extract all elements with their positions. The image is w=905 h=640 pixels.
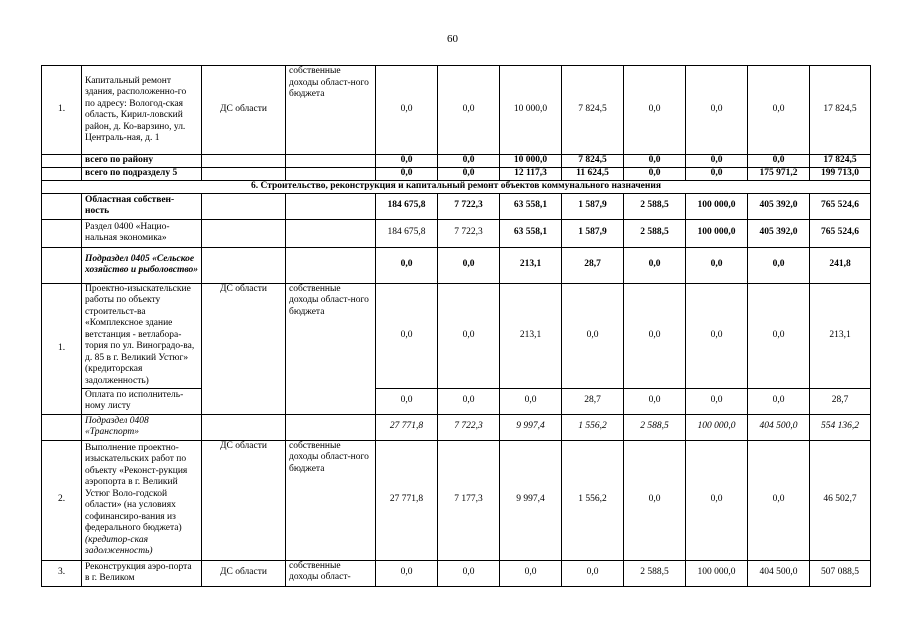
value-cell: 1 556,2 xyxy=(562,414,624,440)
object-name: Реконструкция аэро-порта в г. Великом xyxy=(82,560,202,586)
value-cell: 2 588,5 xyxy=(624,193,686,219)
value-cell: 12 117,3 xyxy=(500,168,562,181)
value-cell: 1 587,9 xyxy=(562,219,624,247)
value-cell: 2 588,5 xyxy=(624,414,686,440)
object-name-note: (кредитор-ская задолженность) xyxy=(85,534,153,556)
value-cell: 0,0 xyxy=(686,388,748,414)
table-row xyxy=(42,193,871,219)
value-cell: 7 824,5 xyxy=(562,66,624,155)
object-name: Оплата по исполнитель-ному листу xyxy=(82,388,202,414)
value-cell: 765 524,6 xyxy=(810,219,871,247)
value-cell: 0,0 xyxy=(376,155,438,168)
value-cell: 100 000,0 xyxy=(686,193,748,219)
value-cell: 0,0 xyxy=(624,388,686,414)
value-cell: 7 722,3 xyxy=(438,219,500,247)
value-cell: 0,0 xyxy=(438,388,500,414)
row-number: 2. xyxy=(42,440,82,560)
value-cell: 213,1 xyxy=(500,283,562,388)
table-row xyxy=(42,388,871,414)
section-label: Раздел 0400 «Нацио-нальная экономика» xyxy=(82,219,202,247)
value-cell: 7 722,3 xyxy=(438,193,500,219)
value-cell: 9 997,4 xyxy=(500,440,562,560)
value-cell: 28,7 xyxy=(810,388,871,414)
value-cell: 184 675,8 xyxy=(376,193,438,219)
table-row xyxy=(42,283,871,388)
subsection-label: Подраздел 0408 «Транспорт» xyxy=(82,414,202,440)
funding-source: собственные доходы област-ного бюджета xyxy=(286,440,376,560)
value-cell: 0,0 xyxy=(748,247,810,283)
funding-source: собственные доходы област-ного бюджета xyxy=(286,66,376,155)
customer: ДС области xyxy=(202,66,286,155)
object-name: Капитальный ремонт здания, расположенно-го по адресу: Вологод-ская область, Кирил-ловский район, д. Ко-варзино, ул. Централь-ная, д. 1 xyxy=(82,66,202,155)
row-number: 1. xyxy=(42,66,82,155)
value-cell: 0,0 xyxy=(438,560,500,586)
table-row xyxy=(42,247,871,283)
value-cell: 0,0 xyxy=(686,155,748,168)
value-cell: 0,0 xyxy=(438,66,500,155)
value-cell: 100 000,0 xyxy=(686,414,748,440)
value-cell: 0,0 xyxy=(562,560,624,586)
funding-source: собственные доходы област- xyxy=(286,560,376,586)
value-cell: 0,0 xyxy=(438,168,500,181)
page-number: 60 xyxy=(447,33,458,45)
table-row xyxy=(42,66,871,155)
value-cell: 0,0 xyxy=(376,283,438,388)
value-cell: 0,0 xyxy=(376,247,438,283)
value-cell: 27 771,8 xyxy=(376,440,438,560)
value-cell: 0,0 xyxy=(686,168,748,181)
value-cell: 0,0 xyxy=(624,283,686,388)
value-cell: 0,0 xyxy=(376,168,438,181)
value-cell: 0,0 xyxy=(748,283,810,388)
value-cell: 507 088,5 xyxy=(810,560,871,586)
value-cell: 7 824,5 xyxy=(562,155,624,168)
value-cell: 100 000,0 xyxy=(686,219,748,247)
value-cell: 0,0 xyxy=(748,155,810,168)
group-label: Областная собствен-ность xyxy=(82,193,202,219)
value-cell: 213,1 xyxy=(500,247,562,283)
table-row xyxy=(42,155,871,168)
value-cell: 0,0 xyxy=(500,560,562,586)
value-cell: 404 500,0 xyxy=(748,414,810,440)
row-number: 1. xyxy=(42,283,82,414)
value-cell: 0,0 xyxy=(376,560,438,586)
table-row xyxy=(42,181,871,194)
value-cell: 7 177,3 xyxy=(438,440,500,560)
value-cell: 404 500,0 xyxy=(748,560,810,586)
table-row xyxy=(42,414,871,440)
value-cell: 0,0 xyxy=(686,66,748,155)
value-cell: 1 556,2 xyxy=(562,440,624,560)
value-cell: 213,1 xyxy=(810,283,871,388)
value-cell: 0,0 xyxy=(748,388,810,414)
value-cell: 0,0 xyxy=(624,247,686,283)
value-cell: 0,0 xyxy=(624,66,686,155)
table-row xyxy=(42,440,871,560)
value-cell: 28,7 xyxy=(562,247,624,283)
table-row xyxy=(42,560,871,586)
subsection-label: Подраздел 0405 «Сельское хозяйство и рыболовство» xyxy=(82,247,202,283)
value-cell: 11 624,5 xyxy=(562,168,624,181)
value-cell: 0,0 xyxy=(748,66,810,155)
section-heading: 6. Строительство, реконструкция и капитальный ремонт объектов коммунального назначения xyxy=(42,181,871,194)
value-cell: 28,7 xyxy=(562,388,624,414)
value-cell: 17 824,5 xyxy=(810,155,871,168)
customer: ДС области xyxy=(202,440,286,560)
value-cell: 405 392,0 xyxy=(748,219,810,247)
value-cell: 9 997,4 xyxy=(500,414,562,440)
value-cell: 0,0 xyxy=(686,440,748,560)
value-cell: 2 588,5 xyxy=(624,560,686,586)
table-row xyxy=(42,219,871,247)
value-cell: 199 713,0 xyxy=(810,168,871,181)
customer: ДС области xyxy=(202,283,286,414)
value-cell: 0,0 xyxy=(748,440,810,560)
value-cell: 0,0 xyxy=(686,283,748,388)
value-cell: 2 588,5 xyxy=(624,219,686,247)
value-cell: 63 558,1 xyxy=(500,193,562,219)
value-cell: 10 000,0 xyxy=(500,155,562,168)
value-cell: 0,0 xyxy=(500,388,562,414)
value-cell: 46 502,7 xyxy=(810,440,871,560)
value-cell: 0,0 xyxy=(438,283,500,388)
value-cell: 0,0 xyxy=(376,388,438,414)
funding-source: собственные доходы област-ного бюджета xyxy=(286,283,376,414)
value-cell: 17 824,5 xyxy=(810,66,871,155)
value-cell: 765 524,6 xyxy=(810,193,871,219)
subtotal-label: всего по подразделу 5 xyxy=(82,168,202,181)
customer: ДС области xyxy=(202,560,286,586)
value-cell: 0,0 xyxy=(438,155,500,168)
value-cell: 554 136,2 xyxy=(810,414,871,440)
value-cell: 241,8 xyxy=(810,247,871,283)
value-cell: 7 722,3 xyxy=(438,414,500,440)
row-number: 3. xyxy=(42,560,82,586)
value-cell: 1 587,9 xyxy=(562,193,624,219)
value-cell: 184 675,8 xyxy=(376,219,438,247)
object-name-main: Выполнение проектно-изыскательских работ по объекту «Реконст-рукция аэропорта в г. Великий Устюг Воло-годской области» (на условиях софинансиро-вания из федерального бюджета) xyxy=(85,442,188,533)
budget-table xyxy=(41,65,871,587)
object-name xyxy=(82,440,202,560)
table-row xyxy=(42,168,871,181)
value-cell: 0,0 xyxy=(686,247,748,283)
value-cell: 0,0 xyxy=(438,247,500,283)
value-cell: 175 971,2 xyxy=(748,168,810,181)
value-cell: 0,0 xyxy=(376,66,438,155)
value-cell: 63 558,1 xyxy=(500,219,562,247)
value-cell: 0,0 xyxy=(562,283,624,388)
value-cell: 100 000,0 xyxy=(686,560,748,586)
object-name: Проектно-изыскательские работы по объекту строительст-ва «Комплексное здание ветстанция - ветлабора-тория по ул. Виноградо-ва, д. 85 в г. Великий Устюг» (кредиторская задолженность) xyxy=(82,283,202,388)
value-cell: 405 392,0 xyxy=(748,193,810,219)
value-cell: 0,0 xyxy=(624,168,686,181)
value-cell: 27 771,8 xyxy=(376,414,438,440)
value-cell: 0,0 xyxy=(624,155,686,168)
subtotal-label: всего по району xyxy=(82,155,202,168)
value-cell: 10 000,0 xyxy=(500,66,562,155)
value-cell: 0,0 xyxy=(624,440,686,560)
